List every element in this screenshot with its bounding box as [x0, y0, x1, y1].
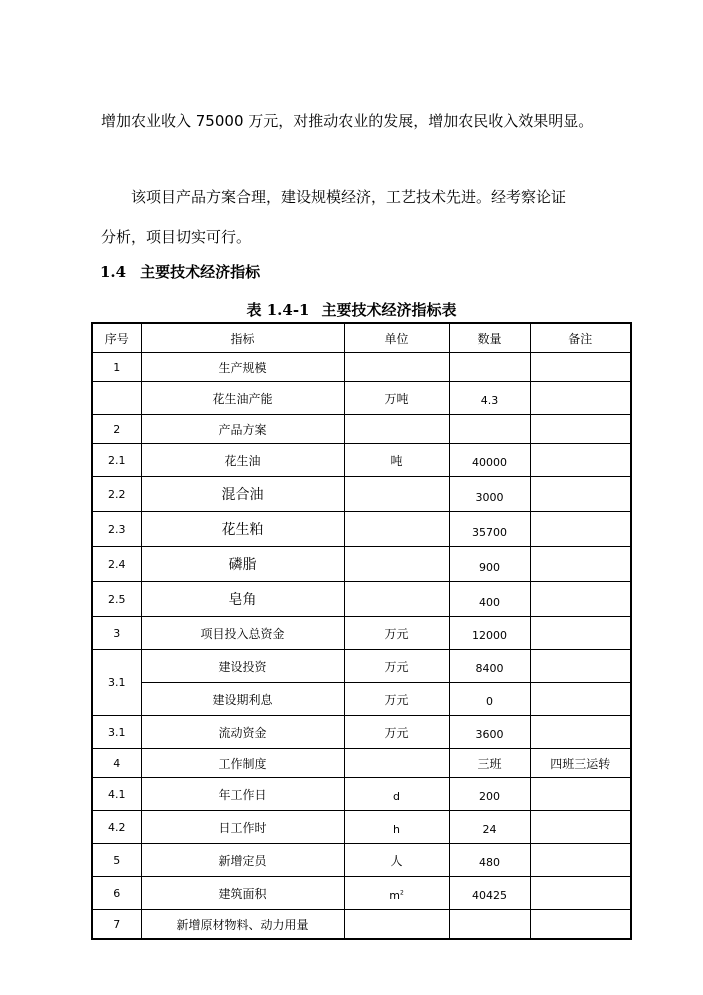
header-note: 备注	[530, 323, 631, 353]
table-row	[92, 617, 631, 650]
table-row	[92, 716, 631, 749]
cell-unit: 万元	[344, 650, 449, 683]
table-caption-title: 主要技术经济指标表	[321, 301, 457, 319]
cell-note	[530, 617, 631, 650]
cell-indicator: 花生油	[141, 444, 344, 477]
cell-note	[530, 778, 631, 811]
cell-note	[530, 477, 631, 512]
table-row	[92, 547, 631, 582]
cell-note	[530, 444, 631, 477]
table-row	[92, 353, 631, 382]
unit-base: m	[389, 888, 400, 902]
body-paragraph-2-line-1: 该项目产品方案合理，建设规模经济，工艺技术先进。经考察论证	[131, 188, 567, 206]
cell-no: 1	[92, 353, 141, 382]
table-row	[92, 877, 631, 910]
cell-quantity	[449, 415, 530, 444]
cell-quantity: 3600	[449, 716, 530, 749]
header-quantity: 数量	[449, 323, 530, 353]
header-unit: 单位	[344, 323, 449, 353]
table-row	[92, 749, 631, 778]
cell-unit	[344, 582, 449, 617]
cell-note	[530, 811, 631, 844]
cell-note	[530, 683, 631, 716]
header-no: 序号	[92, 323, 141, 353]
body-paragraph-2-line-2: 分析，项目切实可行。	[101, 228, 252, 246]
table-row	[92, 582, 631, 617]
cell-unit	[344, 512, 449, 547]
section-number: 1.4	[100, 263, 127, 281]
cell-indicator: 建筑面积	[141, 877, 344, 910]
indicator-table	[91, 322, 632, 940]
table-row	[92, 811, 631, 844]
section-heading	[100, 261, 260, 282]
unit-superscript: 2	[399, 888, 404, 896]
cell-indicator: 磷脂	[141, 547, 344, 582]
cell-quantity: 200	[449, 778, 530, 811]
cell-unit	[344, 749, 449, 778]
cell-no: 2.4	[92, 547, 141, 582]
cell-unit	[344, 910, 449, 940]
cell-quantity	[449, 910, 530, 940]
cell-quantity	[449, 353, 530, 382]
cell-quantity: 400	[449, 582, 530, 617]
cell-indicator: 建设期利息	[141, 683, 344, 716]
cell-quantity: 24	[449, 811, 530, 844]
table-caption-label: 表 1.4-1	[246, 301, 310, 319]
cell-indicator: 日工作时	[141, 811, 344, 844]
cell-note	[530, 512, 631, 547]
cell-unit: 万吨	[344, 382, 449, 415]
table-row	[92, 778, 631, 811]
table-caption	[0, 299, 703, 320]
cell-no: 4.2	[92, 811, 141, 844]
table-row	[92, 910, 631, 940]
cell-no: 2.2	[92, 477, 141, 512]
cell-indicator: 产品方案	[141, 415, 344, 444]
cell-quantity: 4.3	[449, 382, 530, 415]
table-row	[92, 683, 631, 716]
cell-no: 2.3	[92, 512, 141, 547]
cell-unit: 人	[344, 844, 449, 877]
cell-unit	[344, 477, 449, 512]
cell-note	[530, 910, 631, 940]
table-row	[92, 382, 631, 415]
cell-unit: 吨	[344, 444, 449, 477]
cell-no: 3.1	[92, 650, 141, 716]
cell-indicator: 新增原材物料、动力用量	[141, 910, 344, 940]
table-row	[92, 477, 631, 512]
cell-indicator: 工作制度	[141, 749, 344, 778]
cell-quantity: 40000	[449, 444, 530, 477]
table-header-row	[92, 323, 631, 353]
cell-unit: 万元	[344, 716, 449, 749]
cell-indicator: 混合油	[141, 477, 344, 512]
cell-quantity: 三班	[449, 749, 530, 778]
cell-unit: h	[344, 811, 449, 844]
cell-note: 四班三运转	[530, 749, 631, 778]
cell-unit	[344, 415, 449, 444]
cell-indicator: 新增定员	[141, 844, 344, 877]
table-row	[92, 444, 631, 477]
table-row	[92, 650, 631, 683]
cell-no: 3	[92, 617, 141, 650]
cell-indicator: 年工作日	[141, 778, 344, 811]
cell-indicator: 花生油产能	[141, 382, 344, 415]
cell-indicator: 建设投资	[141, 650, 344, 683]
section-title: 主要技术经济指标	[140, 263, 261, 281]
cell-note	[530, 353, 631, 382]
cell-note	[530, 415, 631, 444]
cell-no: 3.1	[92, 716, 141, 749]
cell-note	[530, 877, 631, 910]
cell-indicator: 生产规模	[141, 353, 344, 382]
cell-quantity: 40425	[449, 877, 530, 910]
cell-quantity: 480	[449, 844, 530, 877]
cell-quantity: 12000	[449, 617, 530, 650]
cell-no: 2.5	[92, 582, 141, 617]
cell-quantity: 900	[449, 547, 530, 582]
cell-note	[530, 716, 631, 749]
table-row	[92, 844, 631, 877]
cell-unit: 万元	[344, 683, 449, 716]
cell-no	[92, 382, 141, 415]
cell-no: 5	[92, 844, 141, 877]
cell-quantity: 0	[449, 683, 530, 716]
cell-no: 4.1	[92, 778, 141, 811]
cell-note	[530, 582, 631, 617]
body-paragraph-1: 增加农业收入 75000 万元，对推动农业的发展，增加农民收入效果明显。	[101, 112, 594, 130]
cell-quantity: 3000	[449, 477, 530, 512]
cell-indicator: 流动资金	[141, 716, 344, 749]
cell-indicator: 皂角	[141, 582, 344, 617]
cell-no: 7	[92, 910, 141, 940]
table-row	[92, 415, 631, 444]
cell-note	[530, 547, 631, 582]
cell-unit: d	[344, 778, 449, 811]
cell-unit: 万元	[344, 617, 449, 650]
cell-indicator: 花生粕	[141, 512, 344, 547]
cell-quantity: 8400	[449, 650, 530, 683]
cell-no: 4	[92, 749, 141, 778]
cell-quantity: 35700	[449, 512, 530, 547]
cell-indicator: 项目投入总资金	[141, 617, 344, 650]
cell-note	[530, 650, 631, 683]
header-indicator: 指标	[141, 323, 344, 353]
cell-note	[530, 844, 631, 877]
cell-unit	[344, 353, 449, 382]
cell-no: 2.1	[92, 444, 141, 477]
cell-no: 6	[92, 877, 141, 910]
cell-unit	[344, 547, 449, 582]
cell-no: 2	[92, 415, 141, 444]
table-row	[92, 512, 631, 547]
cell-unit	[344, 877, 449, 910]
cell-note	[530, 382, 631, 415]
